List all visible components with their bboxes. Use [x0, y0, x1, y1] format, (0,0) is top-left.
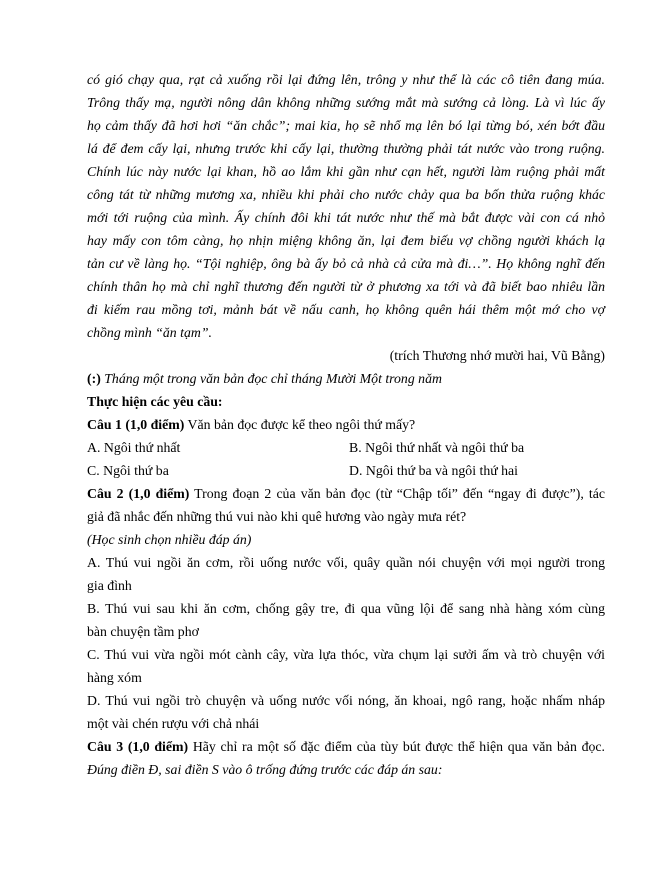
requirements-heading: Thực hiện các yêu cầu:: [87, 394, 223, 409]
question-2-stem-line-2: giả đã nhắc đến những thú vui nào khi quê hương vào ngày mưa rét?: [87, 509, 467, 524]
answer-option-c-line-2: hàng xóm: [87, 670, 142, 685]
question-3-instruction: Đúng điền Đ, sai điền S vào ô trống đứng trước các đáp án sau:: [87, 762, 443, 777]
answer-option-c-line-1: C. Thú vui vừa ngồi mót cành cây, vừa lựa thóc, vừa chụm lại sưởi ấm và trò chuyện với: [87, 647, 605, 662]
passage-line: Chính lúc này nước lại khan, hồ ao lắm khi gần như cạn hết, người làm ruộng phải mất: [87, 164, 605, 179]
answer-option-a-line-1: A. Thú vui ngồi ăn cơm, rồi uống nước vối, quây quần nói chuyện với mọi người trong: [87, 555, 605, 570]
passage-line: đi kiếm rau mồng tơi, mảnh bát về nấu canh, họ không quên hái thêm một mớ cho vợ: [87, 302, 605, 317]
passage-line: mới tới ruộng của mình. Ấy chính đôi khi tát nước như thế mà bắt được vài con cá nhỏ: [87, 210, 605, 225]
answer-option-a-line-2: gia đình: [87, 578, 132, 593]
passage-line: lá để đem cấy lại, nhưng trước khi cấy lại, thường thường phải tát nước vào trong ruộng.: [87, 141, 605, 156]
answer-option-d-line-1: D. Thú vui ngồi trò chuyện và uống nước vối nóng, ăn khoai, ngô rang, hoặc nhấm nháp: [87, 693, 605, 708]
question-2-label: Câu 2 (1,0 điểm): [87, 486, 190, 501]
question-1-stem: [87, 413, 605, 436]
passage-line: Trông thấy mạ, người nông dân không những sướng mắt mà sướng cả lòng. Là vì lúc ấy: [87, 95, 605, 110]
passage-attribution: (trích Thương nhớ mười hai, Vũ Bằng): [389, 348, 605, 363]
answer-option-d: D. Ngôi thứ ba và ngôi thứ hai: [349, 463, 518, 478]
question-3-text: Hãy chỉ ra một số đặc điểm của tùy bút được thể hiện qua văn bản đọc.: [192, 739, 606, 754]
answer-option-a: A. Ngôi thứ nhất: [87, 440, 181, 455]
question-1-options: [87, 436, 605, 482]
document-content: [87, 68, 605, 781]
question-1-text: Văn bản đọc được kể theo ngôi thứ mấy?: [187, 417, 416, 432]
passage-line: công tát từ những mương xa, nhiều khi phải cho nước chảy qua ba bốn thửa ruộng khác: [87, 187, 605, 202]
question-3-stem: [87, 735, 605, 758]
passage-line: tản cư về làng họ. “Tội nghiệp, ông bà ấy bỏ cả nhà cả cửa mà đi…”. Họ không nghĩ đến: [87, 256, 605, 271]
passage-line: chồng mình “ăn tạm”.: [87, 325, 212, 340]
question-2-stem-line-1: [87, 482, 605, 505]
footnote-text: Tháng một trong văn bản đọc chỉ tháng Mười Một trong năm: [104, 371, 442, 386]
answer-option-b-line-2: bàn chuyện tầm phơ: [87, 624, 199, 639]
question-2: [87, 482, 605, 735]
passage-line: hay mấy con tôm càng, họ nhịn miệng không ăn, lại đem biếu vợ chồng người khách lạ: [87, 233, 605, 248]
passage-line: có gió chạy qua, rạt cả xuống rồi lại đứng lên, trông y như thể là các cô tiên đang múa.: [87, 72, 605, 87]
question-3: [87, 735, 605, 781]
passage-line: chính thân họ mà chỉ nghĩ thương đến người từ ở phương xa tới và đã biết bao nhiêu lần: [87, 279, 605, 294]
question-2-text: Trong đoạn 2 của văn bản đọc (từ “Chập tối” đến “ngay đi được”), tác: [194, 486, 605, 501]
answer-option-d-line-2: một vài chén rượu với chả nhái: [87, 716, 260, 731]
footnote: [87, 367, 605, 390]
question-2-options: [87, 551, 605, 735]
answer-option-b: B. Ngôi thứ nhất và ngôi thứ ba: [349, 440, 525, 455]
question-2-note: (Học sinh chọn nhiều đáp án): [87, 532, 252, 547]
footnote-marker: (:): [87, 371, 101, 386]
reading-passage: [87, 68, 605, 344]
question-1-label: Câu 1 (1,0 điểm): [87, 417, 185, 432]
question-3-label: Câu 3 (1,0 điểm): [87, 739, 189, 754]
answer-option-b-line-1: B. Thú vui sau khi ăn cơm, chống gậy tre, đi qua vũng lội để sang nhà hàng xóm cùng: [87, 601, 605, 616]
answer-option-c: C. Ngôi thứ ba: [87, 463, 169, 478]
question-1: [87, 413, 605, 482]
passage-line: họ cảm thấy đã hơi hơi “ăn chắc”; mai kia, họ sẽ nhổ mạ lên bó lại từng bó, xén bớt đầu: [87, 118, 605, 133]
